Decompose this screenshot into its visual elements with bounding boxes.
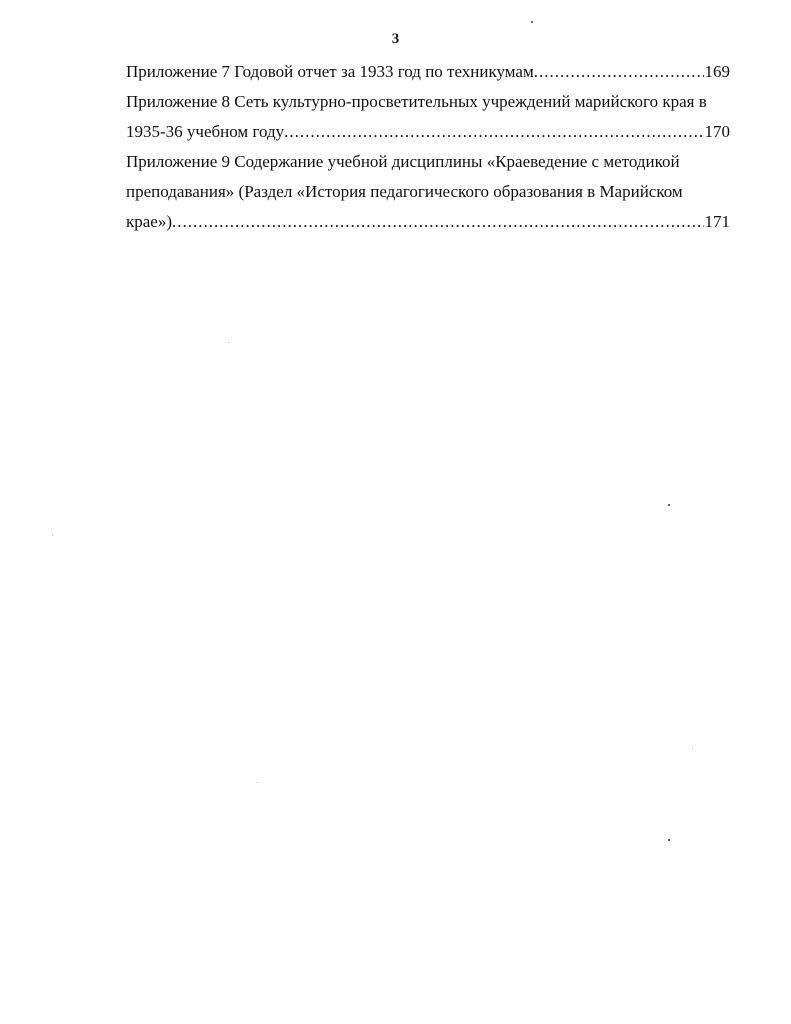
scan-speck: [668, 839, 670, 841]
toc-entry-appendix-8: [126, 87, 730, 147]
scan-speck: [692, 748, 693, 749]
toc-line: [126, 177, 730, 207]
scan-speck: [52, 535, 53, 536]
toc-entry-appendix-9: [126, 147, 730, 237]
dot-leader: [534, 57, 704, 87]
page-number: 3: [391, 31, 400, 47]
toc-line: [126, 147, 730, 177]
toc-entry-title: Приложение 7 Годовой отчет за 1933 год по техникумам: [126, 62, 534, 81]
scan-speck: [228, 342, 229, 343]
toc-line: [126, 57, 730, 87]
dot-leader: [172, 207, 703, 237]
toc-line: [126, 207, 730, 237]
toc-entry-title-continued: крае»): [126, 212, 173, 231]
toc-entry-title: Приложение 9 Содержание учебной дисциплины «Краеведение с методикой: [126, 152, 680, 171]
toc-entry-appendix-7: [126, 57, 730, 87]
scan-speck: [257, 782, 258, 783]
toc-line: [126, 117, 730, 147]
toc-line: [126, 87, 730, 117]
table-of-contents: [126, 57, 730, 237]
toc-entry-title-continued: 1935-36 учебном году: [126, 122, 285, 141]
toc-entry-title-continued: преподавания» (Раздел «История педагогического образования в Марийском: [126, 182, 683, 201]
toc-entry-title: Приложение 8 Сеть культурно-просветительных учреждений марийского края в: [126, 92, 707, 111]
toc-entry-page: 169: [704, 62, 730, 81]
dot-leader: [284, 117, 703, 147]
scan-speck: [531, 21, 533, 23]
toc-entry-page: 170: [704, 122, 730, 141]
scan-speck: [668, 504, 670, 506]
toc-entry-page: 171: [704, 212, 730, 231]
